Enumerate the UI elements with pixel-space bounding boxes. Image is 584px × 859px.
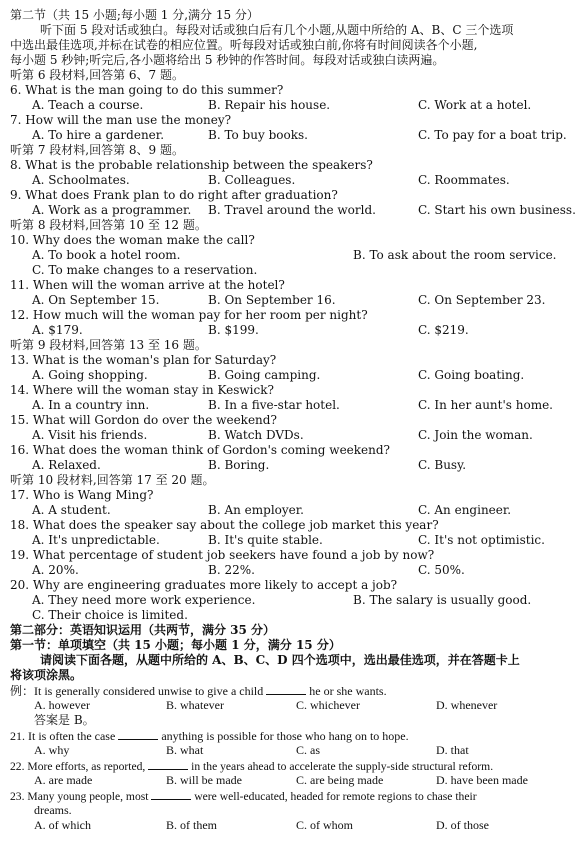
option-row — [10, 743, 576, 758]
section2-instruction-1: 听下面 5 段对话或独白。每段对话或独白后有几个小题,从题中所给的 A、B、C 三个选项 — [40, 23, 514, 37]
option-b: B. To buy books. — [208, 128, 308, 142]
option-row — [10, 323, 576, 338]
part2-section1-title: 第一节：单项填空（共 15 小题；每小题 1 分，满分 15 分） — [10, 638, 341, 652]
question-stem — [10, 758, 576, 773]
question-stem — [10, 788, 576, 803]
question-stem: 16. What does the woman think of Gordon's coming weekend? — [10, 443, 390, 457]
question-stem — [10, 728, 576, 743]
option-row — [10, 458, 576, 473]
option-a: A. however — [34, 698, 90, 712]
option-b: B. Travel around the world. — [208, 203, 376, 217]
option-row — [10, 248, 576, 263]
material-heading: 听第 9 段材料,回答第 13 至 16 题。 — [10, 338, 207, 352]
option-c: C. Join the woman. — [418, 428, 533, 442]
option-a: A. $179. — [32, 323, 83, 337]
option-a: A. 20%. — [32, 563, 79, 577]
option-b: B. Colleagues. — [208, 173, 296, 187]
option-a: A. A student. — [32, 503, 111, 517]
question-stem: 15. What will Gordon do over the weekend? — [10, 413, 277, 427]
question-stem: 10. Why does the woman make the call? — [10, 233, 255, 247]
question-stem: 6. What is the man going to do this summer? — [10, 83, 284, 97]
example-stem — [10, 683, 576, 698]
question-stem: 12. How much will the woman pay for her room per night? — [10, 308, 368, 322]
exam-page — [10, 8, 576, 833]
stem-text: 23. Many young people, most — [10, 790, 149, 803]
stem-text: 例：It is generally considered unwise to give a child — [10, 684, 264, 698]
option-row — [10, 608, 576, 623]
option-row — [10, 698, 576, 713]
blank — [266, 683, 306, 695]
option-c: C. whichever — [296, 698, 360, 712]
stem-text: he or she wants. — [309, 684, 387, 698]
option-row — [10, 503, 576, 518]
option-b: B. An employer. — [208, 503, 304, 517]
option-row — [10, 563, 576, 578]
option-b: B. Watch DVDs. — [208, 428, 304, 442]
option-row — [10, 773, 576, 788]
option-a: A. why — [34, 743, 70, 757]
option-b: B. On September 16. — [208, 293, 336, 307]
material-heading: 听第 10 段材料,回答第 17 至 20 题。 — [10, 473, 215, 487]
option-row — [10, 263, 576, 278]
material-heading: 听第 8 段材料,回答第 10 至 12 题。 — [10, 218, 207, 232]
option-a: A. To book a hotel room. — [32, 248, 181, 262]
option-a: A. Visit his friends. — [32, 428, 148, 442]
option-c: C. To pay for a boat trip. — [418, 128, 567, 142]
option-c: C. Roommates. — [418, 173, 510, 187]
section2-instruction-3: 每小题 5 秒钟;听完后,各小题将给出 5 秒钟的作答时间。每段对话或独白读两遍。 — [10, 53, 445, 67]
question-stem: 20. Why are engineering graduates more likely to accept a job? — [10, 578, 398, 592]
option-row — [10, 428, 576, 443]
option-a: A. Relaxed. — [32, 458, 101, 472]
blank — [151, 788, 191, 800]
option-a: A. Going shopping. — [32, 368, 148, 382]
material-heading: 听第 6 段材料,回答第 6、7 题。 — [10, 68, 184, 82]
option-a: A. Teach a course. — [32, 98, 144, 112]
option-c: C. $219. — [418, 323, 469, 337]
option-row — [10, 203, 576, 218]
option-d: D. of those — [436, 818, 489, 832]
question-stem: 11. When will the woman arrive at the hotel? — [10, 278, 285, 292]
stem-text: were well-educated, headed for remote regions to chase their — [194, 790, 477, 803]
option-a: A. To hire a gardener. — [32, 128, 165, 142]
option-a: A. Schoolmates. — [32, 173, 130, 187]
option-d: D. whenever — [436, 698, 498, 712]
question-stem: 19. What percentage of student job seekers have found a job by now? — [10, 548, 435, 562]
option-row — [10, 593, 576, 608]
question-stem: 7. How will the man use the money? — [10, 113, 232, 127]
option-d: D. that — [436, 743, 469, 757]
option-a: A. It's unpredictable. — [32, 533, 160, 547]
option-b: B. It's quite stable. — [208, 533, 323, 547]
option-b: B. $199. — [208, 323, 259, 337]
option-row — [10, 533, 576, 548]
option-row — [10, 128, 576, 143]
option-c: C. Going boating. — [418, 368, 525, 382]
stem-text: in the years ahead to accelerate the supply-side structural reform. — [191, 760, 494, 773]
option-c: C. Start his own business. — [418, 203, 576, 217]
option-b: B. will be made — [166, 773, 242, 787]
question-stem: 9. What does Frank plan to do right after graduation? — [10, 188, 338, 202]
option-a: A. are made — [34, 773, 93, 787]
option-row — [10, 818, 576, 833]
option-b: B. The salary is usually good. — [353, 593, 532, 607]
option-c: C. To make changes to a reservation. — [32, 263, 258, 277]
question-stem: 13. What is the woman's plan for Saturday? — [10, 353, 277, 367]
question-stem: 17. Who is Wang Ming? — [10, 488, 154, 502]
option-c: C. as — [296, 743, 320, 757]
blank — [148, 758, 188, 770]
stem-text: anything is possible for those who hang on to hope. — [161, 729, 409, 743]
part2-instruction-1: 请阅读下面各题，从题中所给的 A、B、C、D 四个选项中，选出最佳选项，并在答题卡上 — [40, 653, 520, 667]
option-a: A. On September 15. — [32, 293, 160, 307]
option-c: C. are being made — [296, 773, 384, 787]
option-b: B. In a five-star hotel. — [208, 398, 340, 412]
option-b: B. what — [166, 743, 204, 757]
option-row — [10, 293, 576, 308]
option-a: A. Work as a programmer. — [32, 203, 192, 217]
option-c: C. In her aunt's home. — [418, 398, 553, 412]
part2-instruction-2: 将该项涂黑。 — [10, 668, 83, 682]
option-row — [10, 398, 576, 413]
option-c: C. 50%. — [418, 563, 465, 577]
option-d: D. have been made — [436, 773, 528, 787]
option-b: B. 22%. — [208, 563, 255, 577]
option-b: B. Going camping. — [208, 368, 321, 382]
option-c: C. of whom — [296, 818, 353, 832]
stem-text: 21. It is often the case — [10, 729, 116, 743]
option-c: C. Their choice is limited. — [32, 608, 188, 622]
material-heading: 听第 7 段材料,回答第 8、9 题。 — [10, 143, 184, 157]
blank — [118, 728, 158, 740]
question-stem: 14. Where will the woman stay in Keswick? — [10, 383, 274, 397]
question-stem: 18. What does the speaker say about the college job market this year? — [10, 518, 439, 532]
section2-label: 第二节 — [10, 8, 47, 22]
stem-text: 22. More efforts, as reported, — [10, 760, 146, 773]
option-b: B. Boring. — [208, 458, 270, 472]
option-row — [10, 98, 576, 113]
option-a: A. In a country inn. — [32, 398, 150, 412]
option-b: B. To ask about the room service. — [353, 248, 557, 262]
option-c: C. Busy. — [418, 458, 467, 472]
part2-title: 第二部分：英语知识运用（共两节，满分 35 分） — [10, 623, 276, 637]
option-c: C. An engineer. — [418, 503, 512, 517]
option-c: C. It's not optimistic. — [418, 533, 545, 547]
question-stem-continued: dreams. — [34, 803, 72, 817]
option-a: A. of which — [34, 818, 91, 832]
option-row — [10, 173, 576, 188]
option-c: C. Work at a hotel. — [418, 98, 532, 112]
section2-score-note: （共 15 小题;每小题 1 分,满分 15 分） — [46, 8, 259, 22]
option-b: B. of them — [166, 818, 217, 832]
example-answer: 答案是 B。 — [34, 713, 95, 727]
option-b: B. whatever — [166, 698, 224, 712]
option-c: C. On September 23. — [418, 293, 546, 307]
section2-instruction-2: 中选出最佳选项,并标在试卷的相应位置。听每段对话或独白前,你将有时间阅读各个小题, — [10, 38, 478, 52]
option-b: B. Repair his house. — [208, 98, 331, 112]
question-stem: 8. What is the probable relationship between the speakers? — [10, 158, 373, 172]
option-a: A. They need more work experience. — [32, 593, 256, 607]
option-row — [10, 368, 576, 383]
section2-header — [10, 8, 576, 23]
